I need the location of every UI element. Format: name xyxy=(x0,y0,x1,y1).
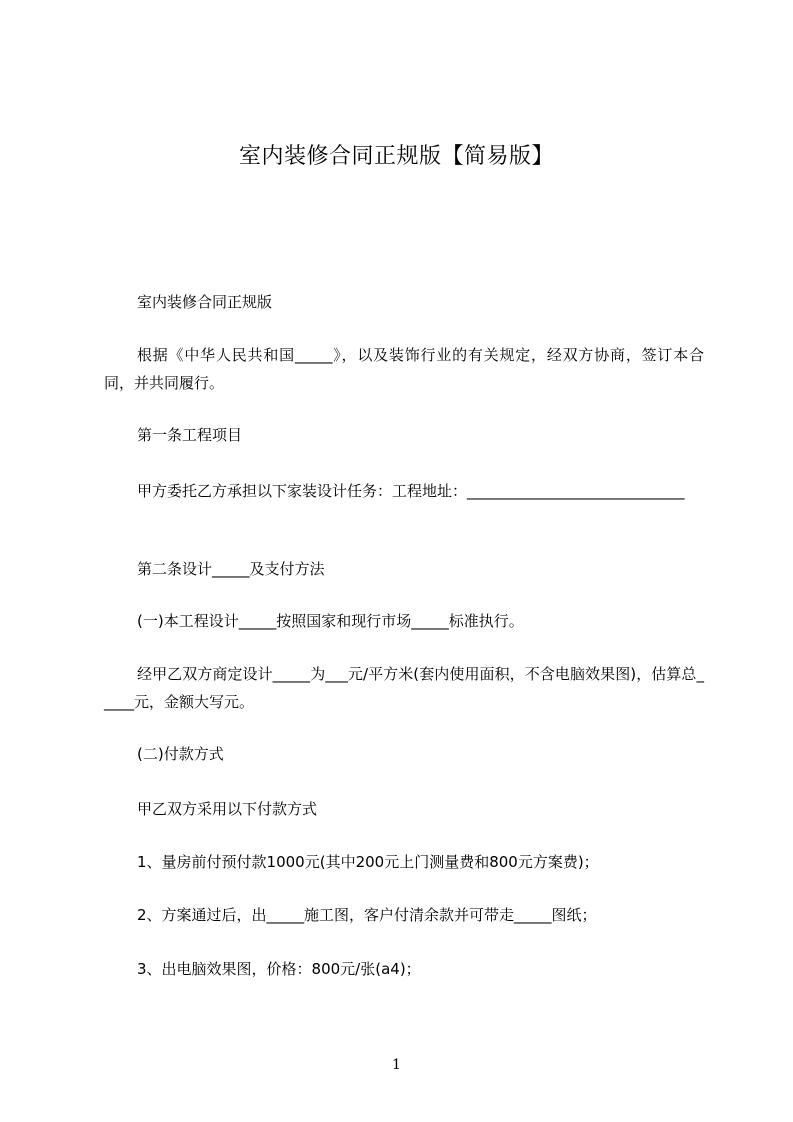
body-paragraph: 经甲乙双方商定设计_____为___元/平方米(套内使用面积，不含电脑效果图)，估算总_____元，金额大写元。 xyxy=(104,665,704,711)
list-item: 1、量房前付预付款1000元(其中200元上门测量费和800元方案费)； xyxy=(137,853,599,871)
section-heading: 室内装修合同正规版 xyxy=(137,293,273,311)
page-title: 室内装修合同正规版【简易版】 xyxy=(238,144,554,169)
list-item: 3、出电脑效果图，价格：800元/张(a4)； xyxy=(137,960,421,978)
body-paragraph: (一)本工程设计_____按照国家和现行市场_____标准执行。 xyxy=(137,612,524,630)
list-item: 2、方案通过后，出_____施工图，客户付清余款并可带走_____图纸； xyxy=(137,906,597,924)
page-number: 1 xyxy=(392,1057,401,1073)
section-heading: 第一条工程项目 xyxy=(137,426,243,444)
section-heading: 第二条设计_____及支付方法 xyxy=(137,560,325,578)
body-paragraph: 甲方委托乙方承担以下家装设计任务：工程地址：_____________________________ xyxy=(137,482,685,500)
section-heading: (二)付款方式 xyxy=(137,745,224,763)
body-paragraph: 根据《中华人民共和国_____》，以及装饰行业的有关规定，经双方协商，签订本合同，并共同履行。 xyxy=(104,346,704,392)
body-paragraph: 甲乙双方采用以下付款方式 xyxy=(137,800,318,818)
